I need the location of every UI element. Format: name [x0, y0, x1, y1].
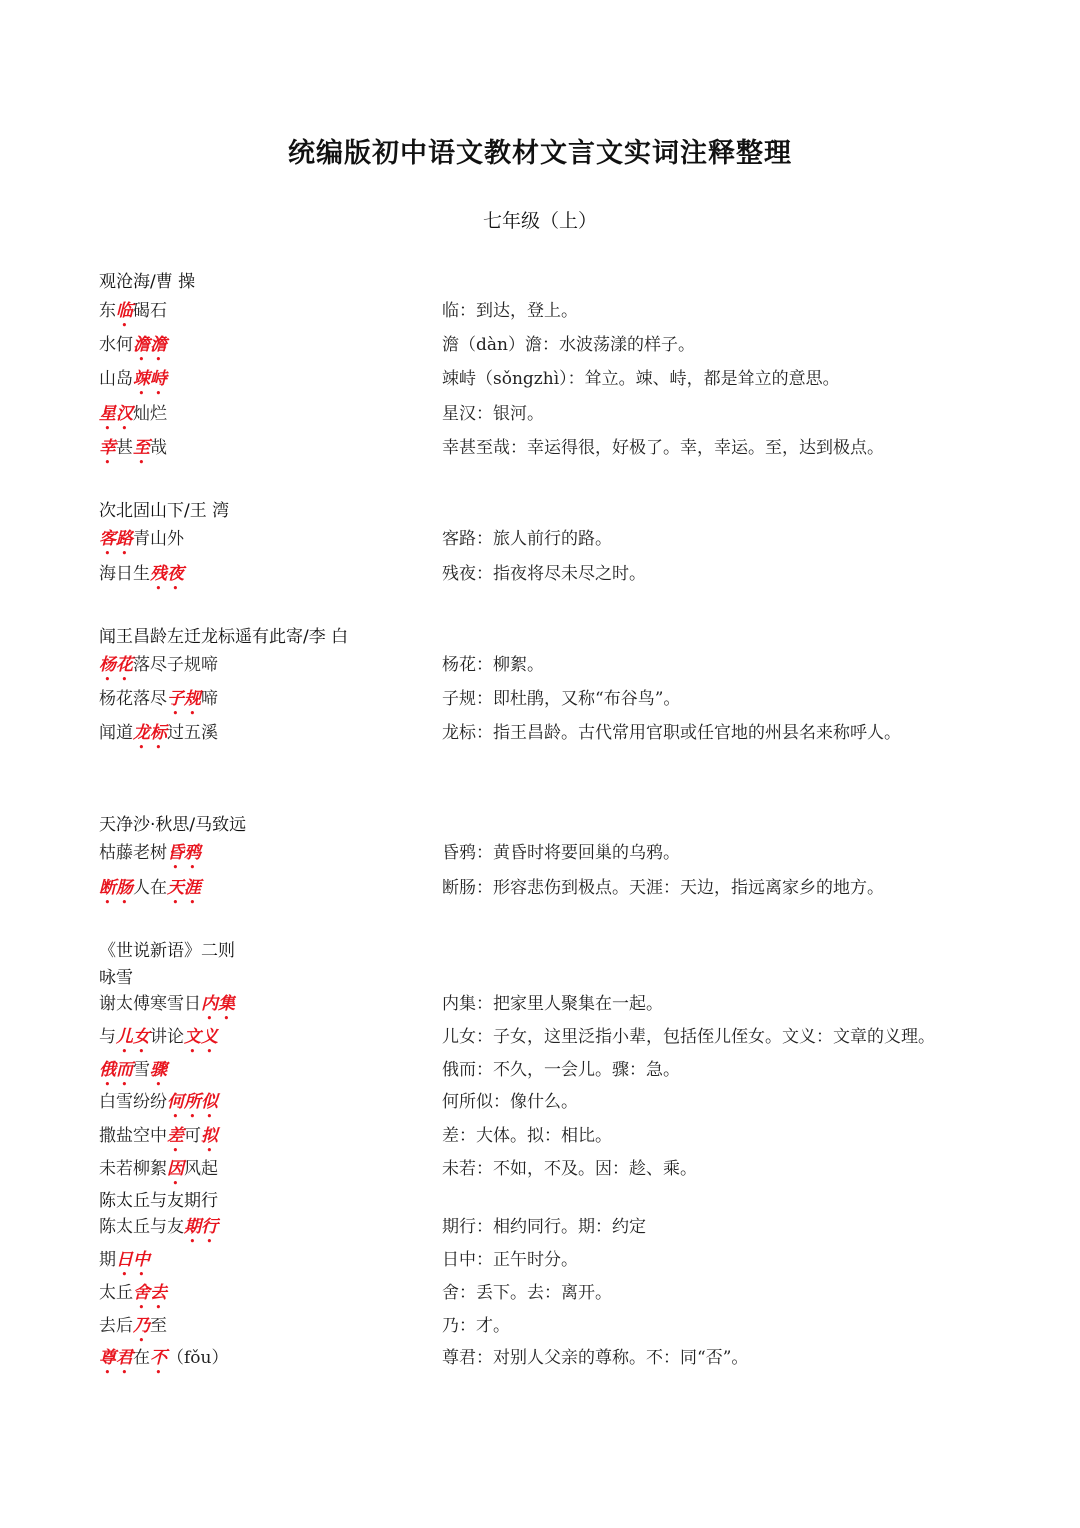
source-line	[99, 1311, 167, 1346]
highlighted-word: 幸	[99, 438, 116, 458]
line-text: 碣石	[133, 301, 167, 321]
annotation-note: 日中：正午时分。	[442, 1250, 578, 1270]
highlighted-word: 杨花	[99, 655, 133, 675]
line-text: 雪	[133, 1060, 150, 1080]
highlighted-word: 日中	[116, 1250, 150, 1270]
source-line	[99, 838, 201, 873]
source-line	[99, 1022, 218, 1057]
source-line	[99, 1245, 150, 1280]
line-text: 陈太丘与友	[99, 1217, 184, 1237]
line-text: 去后	[99, 1316, 133, 1336]
document-title: 统编版初中语文教材文言文实词注释整理	[288, 138, 792, 169]
highlighted-word: 昏鸦	[167, 843, 201, 863]
line-text: 讲论	[150, 1027, 184, 1047]
annotation-note: 临：到达，登上。	[442, 301, 578, 321]
line-text: 未若柳絮	[99, 1159, 167, 1179]
highlighted-word: 俄而	[99, 1060, 133, 1080]
section-heading: 观沧海/曹 操	[99, 272, 196, 292]
line-text: 白雪纷纷	[99, 1092, 167, 1112]
line-text: 海日生	[99, 564, 150, 584]
annotation-note: 客路：旅人前行的路。	[442, 529, 612, 549]
line-text: 甚	[116, 438, 133, 458]
section-heading: 天净沙·秋思/马致远	[99, 815, 247, 835]
line-text: 青山外	[133, 529, 184, 549]
source-line	[99, 524, 184, 559]
annotation-note: 儿女：子女，这里泛指小辈，包括侄儿侄女。文义：文章的义理。	[442, 1027, 935, 1047]
highlighted-word: 内集	[201, 994, 235, 1014]
highlighted-word: 儿女	[116, 1027, 150, 1047]
highlighted-word: 期行	[184, 1217, 218, 1237]
source-line	[99, 1343, 228, 1378]
annotation-note: 断肠：形容悲伤到极点。天涯：天边，指远离家乡的地方。	[442, 878, 884, 898]
annotation-note: 尊君：对别人父亲的尊称。不：同“否”。	[442, 1348, 749, 1368]
source-line	[99, 873, 201, 908]
line-text: 枯藤老树	[99, 843, 167, 863]
line-text: 落尽子规啼	[133, 655, 218, 675]
line-text: 杨花落尽	[99, 689, 167, 709]
highlighted-word: 差	[167, 1126, 184, 1146]
line-text: 撒盐空中	[99, 1126, 167, 1146]
annotation-note: 内集：把家里人聚集在一起。	[442, 994, 663, 1014]
annotation-note: 幸甚至哉：幸运得很，好极了。幸，幸运。至，达到极点。	[442, 438, 884, 458]
source-line	[99, 1087, 218, 1122]
line-text: 风起	[184, 1159, 218, 1179]
source-line	[99, 364, 167, 399]
section-heading: 闻王昌龄左迁龙标遥有此寄/李 白	[99, 627, 349, 647]
source-line	[99, 1055, 167, 1090]
line-text: 期	[99, 1250, 116, 1270]
highlighted-word: 因	[167, 1159, 184, 1179]
annotation-note: 子规：即杜鹃，又称“布谷鸟”。	[442, 689, 681, 709]
annotation-note: 澹（dàn）澹：水波荡漾的样子。	[442, 335, 695, 355]
line-text: 人在	[133, 878, 167, 898]
section-heading: 陈太丘与友期行	[99, 1191, 218, 1211]
section-heading: 次北固山下/王 湾	[99, 501, 230, 521]
line-text: 水何	[99, 335, 133, 355]
highlighted-word: 不	[150, 1348, 167, 1368]
highlighted-word: 何所似	[167, 1092, 218, 1112]
source-line	[99, 1278, 167, 1313]
line-text: 灿烂	[133, 404, 167, 424]
highlighted-word: 舍去	[133, 1283, 167, 1303]
annotation-note: 未若：不如，不及。因：趁、乘。	[442, 1159, 697, 1179]
annotation-note: 期行：相约同行。期：约定	[442, 1217, 646, 1237]
highlighted-word: 骤	[150, 1060, 167, 1080]
line-text: 至	[150, 1316, 167, 1336]
highlighted-word: 客路	[99, 529, 133, 549]
source-line	[99, 433, 167, 468]
source-line	[99, 296, 167, 331]
annotation-note: 龙标：指王昌龄。古代常用官职或任官地的州县名来称呼人。	[442, 723, 901, 743]
line-text: 谢太傅寒雪日	[99, 994, 201, 1014]
line-text: 闻道	[99, 723, 133, 743]
source-line	[99, 1121, 218, 1156]
line-text: 山岛	[99, 369, 133, 389]
source-line	[99, 1212, 218, 1247]
highlighted-word: 文义	[184, 1027, 218, 1047]
highlighted-word: 断肠	[99, 878, 133, 898]
highlighted-word: 星汉	[99, 404, 133, 424]
annotation-note: 竦峙（sǒngzhì）：耸立。竦、峙，都是耸立的意思。	[442, 369, 840, 389]
annotation-note: 差：大体。拟：相比。	[442, 1126, 612, 1146]
section-subheading: 咏雪	[99, 968, 133, 988]
line-text: 啼	[201, 689, 218, 709]
annotation-note: 俄而：不久，一会儿。骤：急。	[442, 1060, 680, 1080]
line-text: 太丘	[99, 1283, 133, 1303]
annotation-note: 何所似：像什么。	[442, 1092, 578, 1112]
annotation-note: 昏鸦：黄昏时将要回巢的乌鸦。	[442, 843, 680, 863]
highlighted-word: 天涯	[167, 878, 201, 898]
highlighted-word: 至	[133, 438, 150, 458]
annotation-note: 杨花：柳絮。	[442, 655, 544, 675]
annotation-note: 残夜：指夜将尽未尽之时。	[442, 564, 646, 584]
line-text: 可	[184, 1126, 201, 1146]
section-heading: 《世说新语》二则	[99, 941, 235, 961]
highlighted-word: 龙标	[133, 723, 167, 743]
source-line	[99, 559, 184, 594]
highlighted-word: 子规	[167, 689, 201, 709]
line-text: 在	[133, 1348, 150, 1368]
line-text: 过五溪	[167, 723, 218, 743]
annotation-note: 舍：丢下。去：离开。	[442, 1283, 612, 1303]
grade-heading: 七年级（上）	[482, 210, 597, 232]
annotation-note: 星汉：银河。	[442, 404, 544, 424]
highlighted-word: 竦峙	[133, 369, 167, 389]
line-text: （fǒu）	[167, 1348, 229, 1368]
source-line	[99, 718, 218, 753]
highlighted-word: 临	[116, 301, 133, 321]
source-line	[99, 684, 218, 719]
annotation-note: 乃：才。	[442, 1316, 510, 1336]
highlighted-word: 尊君	[99, 1348, 133, 1368]
highlighted-word: 乃	[133, 1316, 150, 1336]
source-line	[99, 650, 218, 685]
highlighted-word: 残夜	[150, 564, 184, 584]
source-line	[99, 399, 167, 434]
source-line	[99, 989, 235, 1024]
line-text: 东	[99, 301, 116, 321]
source-line	[99, 330, 167, 365]
source-line	[99, 1154, 218, 1189]
highlighted-word: 拟	[201, 1126, 218, 1146]
line-text: 哉	[150, 438, 167, 458]
line-text: 与	[99, 1027, 116, 1047]
highlighted-word: 澹澹	[133, 335, 167, 355]
